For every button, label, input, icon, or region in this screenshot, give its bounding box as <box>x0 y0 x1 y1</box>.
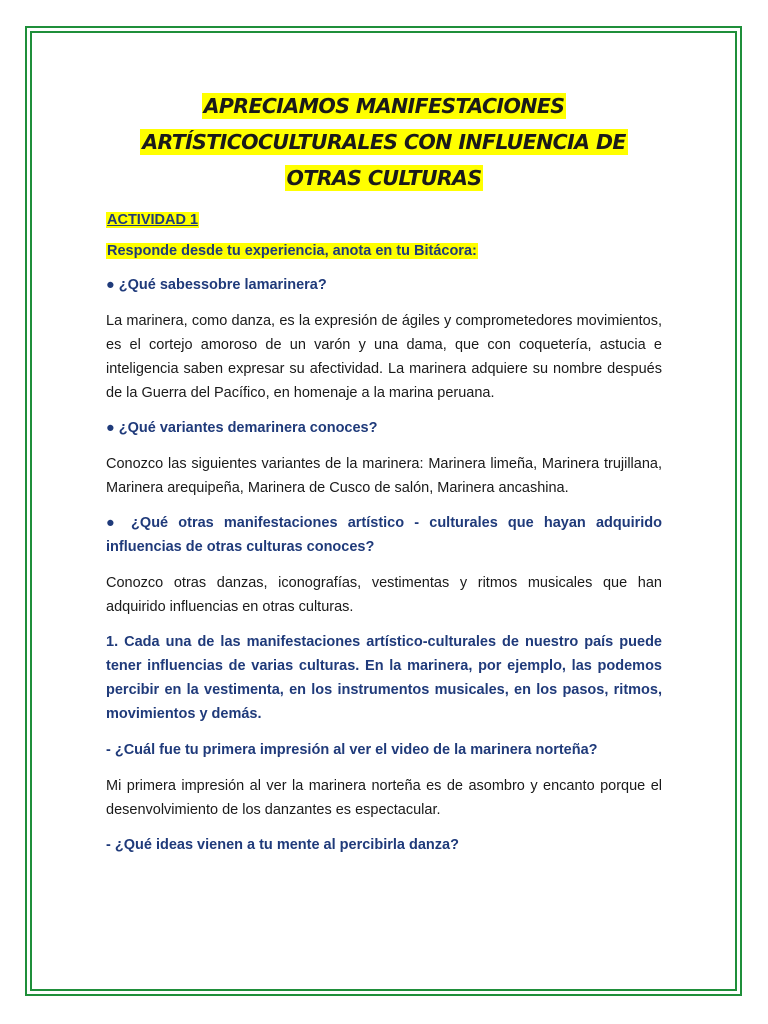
document-content <box>106 88 662 869</box>
activity-label-text: ACTIVIDAD 1 <box>107 212 199 228</box>
instruction-prompt-text: Responde desde tu experiencia, anota en tu Bitácora: <box>107 243 477 259</box>
question-4: - ¿Cuál fue tu primera impresión al ver el video de la marinera norteña? <box>106 742 598 758</box>
answer-3: Conozco otras danzas, iconografías, vestimentas y ritmos musicales que han adquirido influencias en otras culturas. <box>106 575 662 615</box>
question-1: ● ¿Qué sabessobre lamarinera? <box>106 277 327 293</box>
answer-4: Mi primera impresión al ver la marinera norteña es de asombro y encanto porque el desenvolvimiento de los danzantes es espectacular. <box>106 778 662 818</box>
document-title <box>106 88 662 196</box>
activity-label <box>106 210 662 230</box>
question-3: ● ¿Qué otras manifestaciones artístico - culturales que hayan adquirido influencias de otras culturas conoces? <box>106 515 662 555</box>
question-5: - ¿Qué ideas vienen a tu mente al percibirla danza? <box>106 837 459 853</box>
answer-2: Conozco las siguientes variantes de la marinera: Marinera limeña, Marinera trujillana, Marinera arequipeña, Marinera de Cusco de salón, Marinera ancashina. <box>106 456 662 496</box>
instruction-prompt <box>106 241 662 261</box>
answer-1: La marinera, como danza, es la expresión de ágiles y comprometedores movimientos, es el cortejo amoroso de un varón y una dama, que con coquetería, astucia e inteligencia saben expresar su afectividad. La marinera adquiere su nombre después de la Guerra del Pacífico, en homenaje a la marina peruana. <box>106 313 662 401</box>
section-statement: 1. Cada una de las manifestaciones artístico-culturales de nuestro país puede tener influencias de varias culturas. En la marinera, por ejemplo, las podemos percibir en la vestimenta, en los instrumentos musicales, en los pasos, ritmos, movimientos y demás. <box>106 634 662 722</box>
document-title-text: APRECIAMOS MANIFESTACIONES ARTÍSTICOCULTURALES CON INFLUENCIA DE OTRAS CULTURAS <box>142 94 626 190</box>
question-2: ● ¿Qué variantes demarinera conoces? <box>106 420 378 436</box>
